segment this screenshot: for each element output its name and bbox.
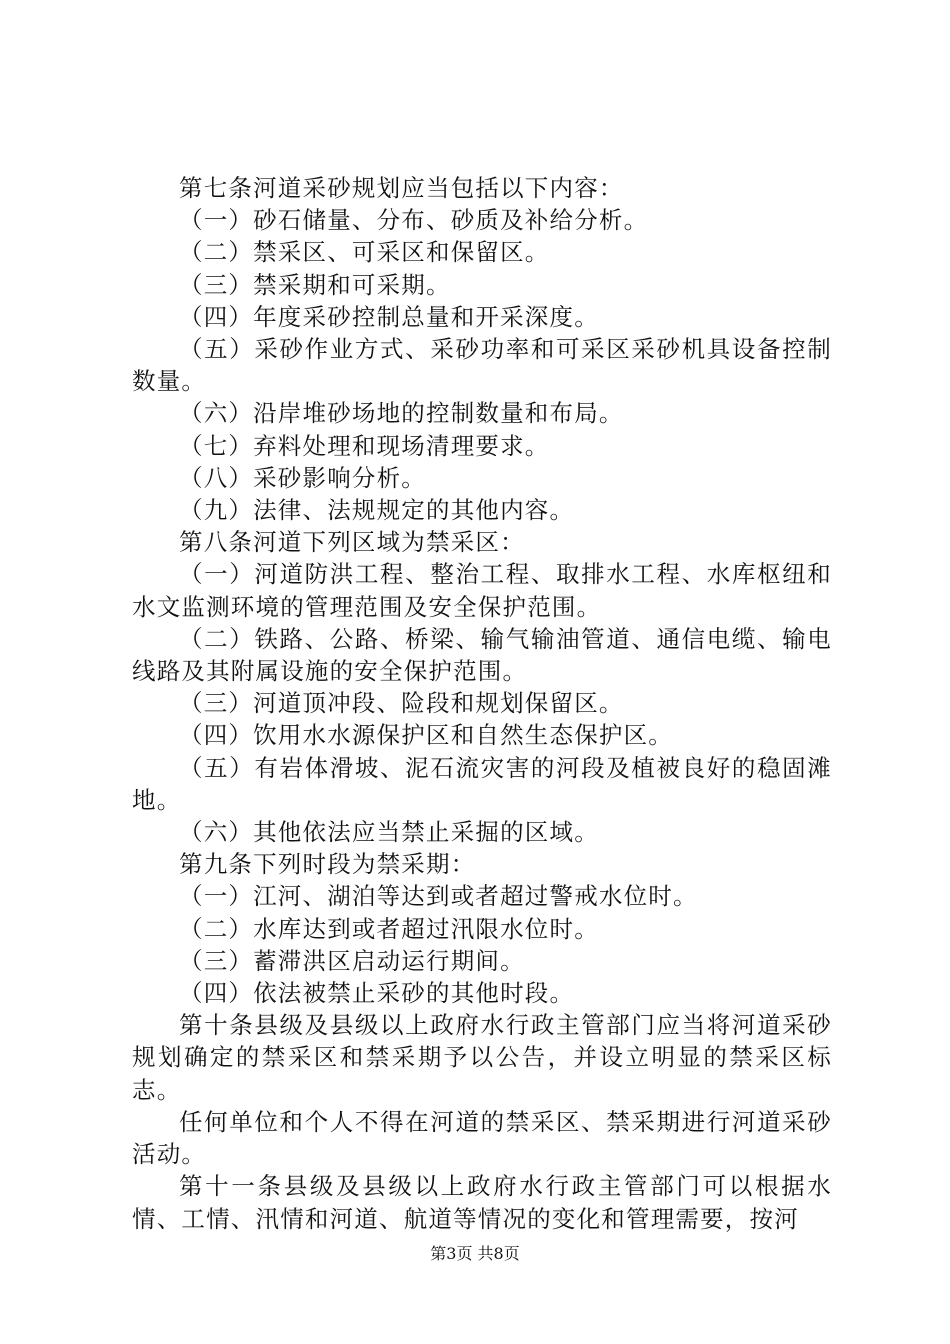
article-7-item-1: （一）砂石储量、分布、砂质及补给分析。 [179,206,649,235]
article-8-item-3: （三）河道顶冲段、险段和规划保留区。 [179,689,624,718]
article-7-item-7: （七）弃料处理和现场清理要求。 [179,431,550,460]
article-11-text: 第十一条县级及县级以上政府水行政主管部门可以根据水情、工情、汛情和河道、航道等情况的变化和管理需要，按河 [132,1172,832,1233]
article-7-item-9: （九）法律、法规规定的其他内容。 [179,496,575,525]
document-body [132,172,832,1235]
article-9-item-4: （四）依法被禁止采砂的其他时段。 [179,979,575,1008]
article-7-item-3: （三）禁采期和可采期。 [179,270,451,299]
article-9-item-3: （三）蓄滞洪区启动运行期间。 [179,946,525,975]
article-7-item-2: （二）禁采区、可采区和保留区。 [179,238,550,267]
article-8-item-2: （二）铁路、公路、桥梁、输气输油管道、通信电缆、输电线路及其附属设施的安全保护范围。 [132,624,832,686]
article-8-heading: 第八条河道下列区域为禁采区： [179,528,525,557]
article-8-item-1: （一）河道防洪工程、整治工程、取排水工程、水库枢纽和水文监测环境的管理范围及安全保护范围。 [132,560,832,621]
article-10-prohibition: 任何单位和个人不得在河道的禁采区、禁采期进行河道采砂活动。 [132,1107,832,1169]
article-7-item-5: （五）采砂作业方式、采砂功率和可采区采砂机具设备控制数量。 [132,335,832,396]
article-7-item-6: （六）沿岸堆砂场地的控制数量和布局。 [179,399,624,428]
article-7-item-8: （八）采砂影响分析。 [179,463,426,492]
article-10-text: 第十条县级及县级以上政府水行政主管部门应当将河道采砂规划确定的禁采区和禁采期予以公告，并设立明显的禁采区标志。 [132,1011,832,1104]
article-7-heading: 第七条河道采砂规划应当包括以下内容： [179,174,624,202]
page-number-footer: 第3页 共8页 [430,1244,520,1263]
article-8-item-6: （六）其他依法应当禁止采掘的区域。 [179,818,599,847]
article-9-item-1: （一）江河、湖泊等达到或者超过警戒水位时。 [179,882,698,911]
article-7-item-4: （四）年度采砂控制总量和开采深度。 [179,302,599,331]
article-9-heading: 第九条下列时段为禁采期： [179,850,476,879]
article-9-item-2: （二）水库达到或者超过汛限水位时。 [179,914,599,943]
article-8-item-4: （四）饮用水水源保护区和自然生态保护区。 [179,721,673,750]
article-8-item-5: （五）有岩体滑坡、泥石流灾害的河段及植被良好的稳固滩地。 [132,753,832,814]
